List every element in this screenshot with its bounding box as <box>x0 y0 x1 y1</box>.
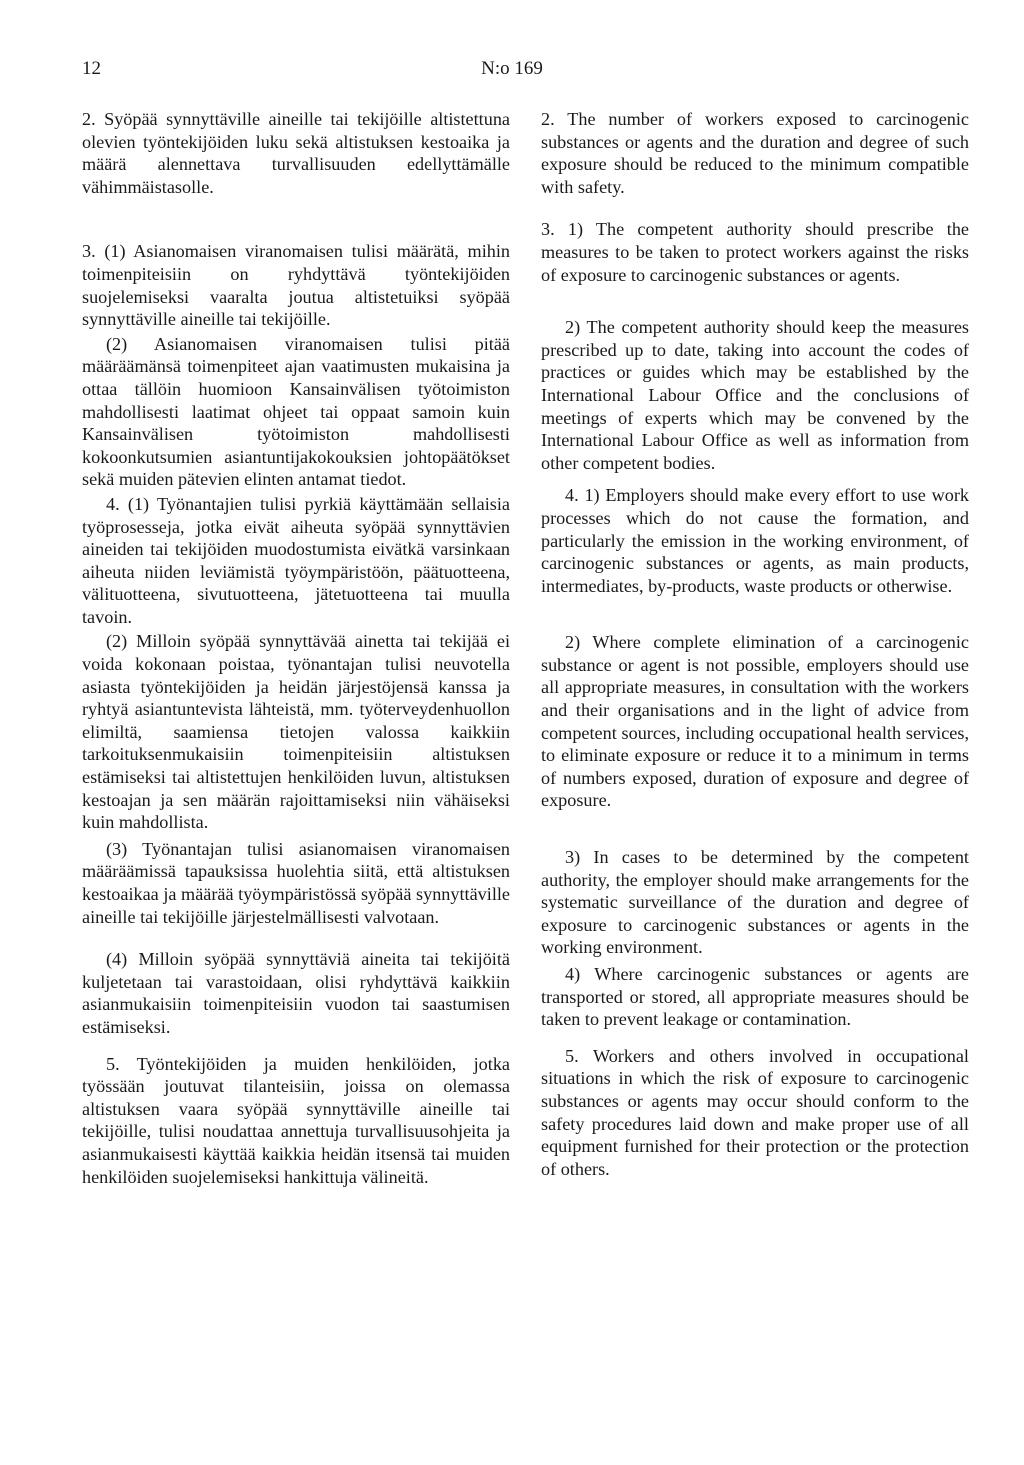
fi-paragraph-4-2: (2) Milloin syöpää synnyttävää ainetta tai tekijää ei voida kokonaan poistaa, työnantajan tulisi neuvotella asiasta työntekijöiden ja heidän järjestöjensä kanssa ja ryhtyä asiantuntevista lähteistä, mm. työterveydenhuollon elimiltä, saamiensa tietojen valossa kaikkiin tarkoituksenmukaisiin toimenpiteisiin altistuksen estämiseksi tai altistettujen henkilöiden luvun, altistuksen kestoajan ja sen määrän rajoittamiseksi niin vähäiseksi kuin mahdollista. <box>82 631 510 833</box>
finnish-column <box>82 108 510 1188</box>
fi-paragraph-5: 5. Työntekijöiden ja muiden henkilöiden, jotka työssään joutuvat tilanteisiin, joissa on olemassa altistuksen vaara syöpää synnyttäville aineille tai tekijöille, tulisi noudattaa annettuja turvallisuusohjeita ja asianmukaisesti käyttää kaikkia heidän itsensä tai muiden henkilöiden suojelemiseksi hankittuja välineitä. <box>82 1053 510 1187</box>
en-paragraph-5: 5. Workers and others involved in occupational situations in which the risk of exposure to carcinogenic substances or agents may occur should conform to the safety procedures laid down and make proper use of all equipment furnished for their protection or the protection of others. <box>541 1045 969 1179</box>
fi-paragraph-3-1: 3. (1) Asianomaisen viranomaisen tulisi määrätä, mihin toimenpiteisiin on ryhdyttävä työntekijöiden suojelemiseksi vaaralta joutua altistetuiksi syöpää synnyttäville aineille tai tekijöille. <box>82 241 510 330</box>
page-number: 12 <box>82 58 101 79</box>
fi-paragraph-3-2: (2) Asianomaisen viranomaisen tulisi pitää määräämänsä toimenpiteet ajan vaatimusten mukaisina ja ottaa tällöin huomioon Kansainvälisen työtoimiston mahdollisesti laatimat ohjeet tai oppaat samoin kuin Kansainvälisen työtoimiston mahdollisesti kokoonkutsumien asiantuntijakokouksien johtopäätökset sekä muiden pätevien elinten antamat tiedot. <box>82 333 510 490</box>
en-paragraph-4-3: 3) In cases to be determined by the competent authority, the employer should make arrangements for the systematic surveillance of the duration and degree of exposure to carcinogenic substances or agents in the working environment. <box>541 847 969 958</box>
document-id: N:o 169 <box>481 58 543 79</box>
en-paragraph-4-1: 4. 1) Employers should make every effort to use work processes which do not cause the formation, and particularly the emission in the working environment, of carcinogenic substances or agents, as main products, intermediates, by-products, waste products or otherwise. <box>541 485 969 596</box>
en-paragraph-3-1: 3. 1) The competent authority should prescribe the measures to be taken to protect workers against the risks of exposure to carcinogenic substances or agents. <box>541 219 969 285</box>
en-paragraph-4-4: 4) Where carcinogenic substances or agents are transported or stored, all appropriate measures should be taken to prevent leakage or contamination. <box>541 964 969 1030</box>
fi-paragraph-4-1: 4. (1) Työnantajien tulisi pyrkiä käyttämään sellaisia työprosesseja, jotka eivät aiheuta syöpää synnyttävien aineiden tai tekijöiden muodostumista eivätkä varsinkaan aiheuta niiden leviämistä työympäristöön, päätuotteena, välituotteena, sivutuotteena, jätetuotteena tai muulla tavoin. <box>82 493 510 627</box>
english-column <box>541 108 969 1180</box>
fi-paragraph-4-4: (4) Milloin syöpää synnyttäviä aineita tai tekijöitä kuljetetaan tai varastoidaan, olisi ryhdyttävä kaikkiin asianmukaisiin toimenpiteisiin vuodon tai saastumisen estämiseksi. <box>82 949 510 1037</box>
en-paragraph-2: 2. The number of workers exposed to carcinogenic substances or agents and the duration and degree of such exposure should be reduced to the minimum compatible with safety. <box>541 109 969 197</box>
fi-paragraph-4-3: (3) Työnantajan tulisi asianomaisen viranomaisen määräämissä tapauksissa huolehtia siitä, että altistuksen kestoaikaa ja määrää työympäristössä syöpää synnyttäville aineille tai tekijöille järjestelmällisesti valvotaan. <box>82 838 510 927</box>
en-paragraph-4-2: 2) Where complete elimination of a carcinogenic substance or agent is not possible, employers should use all appropriate measures, in consultation with the workers and their organisations and in the light of advice from competent sources, including occupational health services, to eliminate exposure or reduce it to a minimum in terms of numbers exposed, duration of exposure and degree of exposure. <box>541 632 969 811</box>
fi-paragraph-2: 2. Syöpää synnyttäville aineille tai tekijöille altistettuna olevien työntekijöiden luku sekä altistuksen kestoaika ja määrä alennettava turvallisuuden edellyttämälle vähimmäistasolle. <box>82 109 510 197</box>
en-paragraph-3-2: 2) The competent authority should keep the measures prescribed up to date, taking into account the codes of practices or guides which may be established by the International Labour Office and the conclusions of meetings of experts which may be convened by the International Labour Office as well as information from other competent bodies. <box>541 317 969 473</box>
